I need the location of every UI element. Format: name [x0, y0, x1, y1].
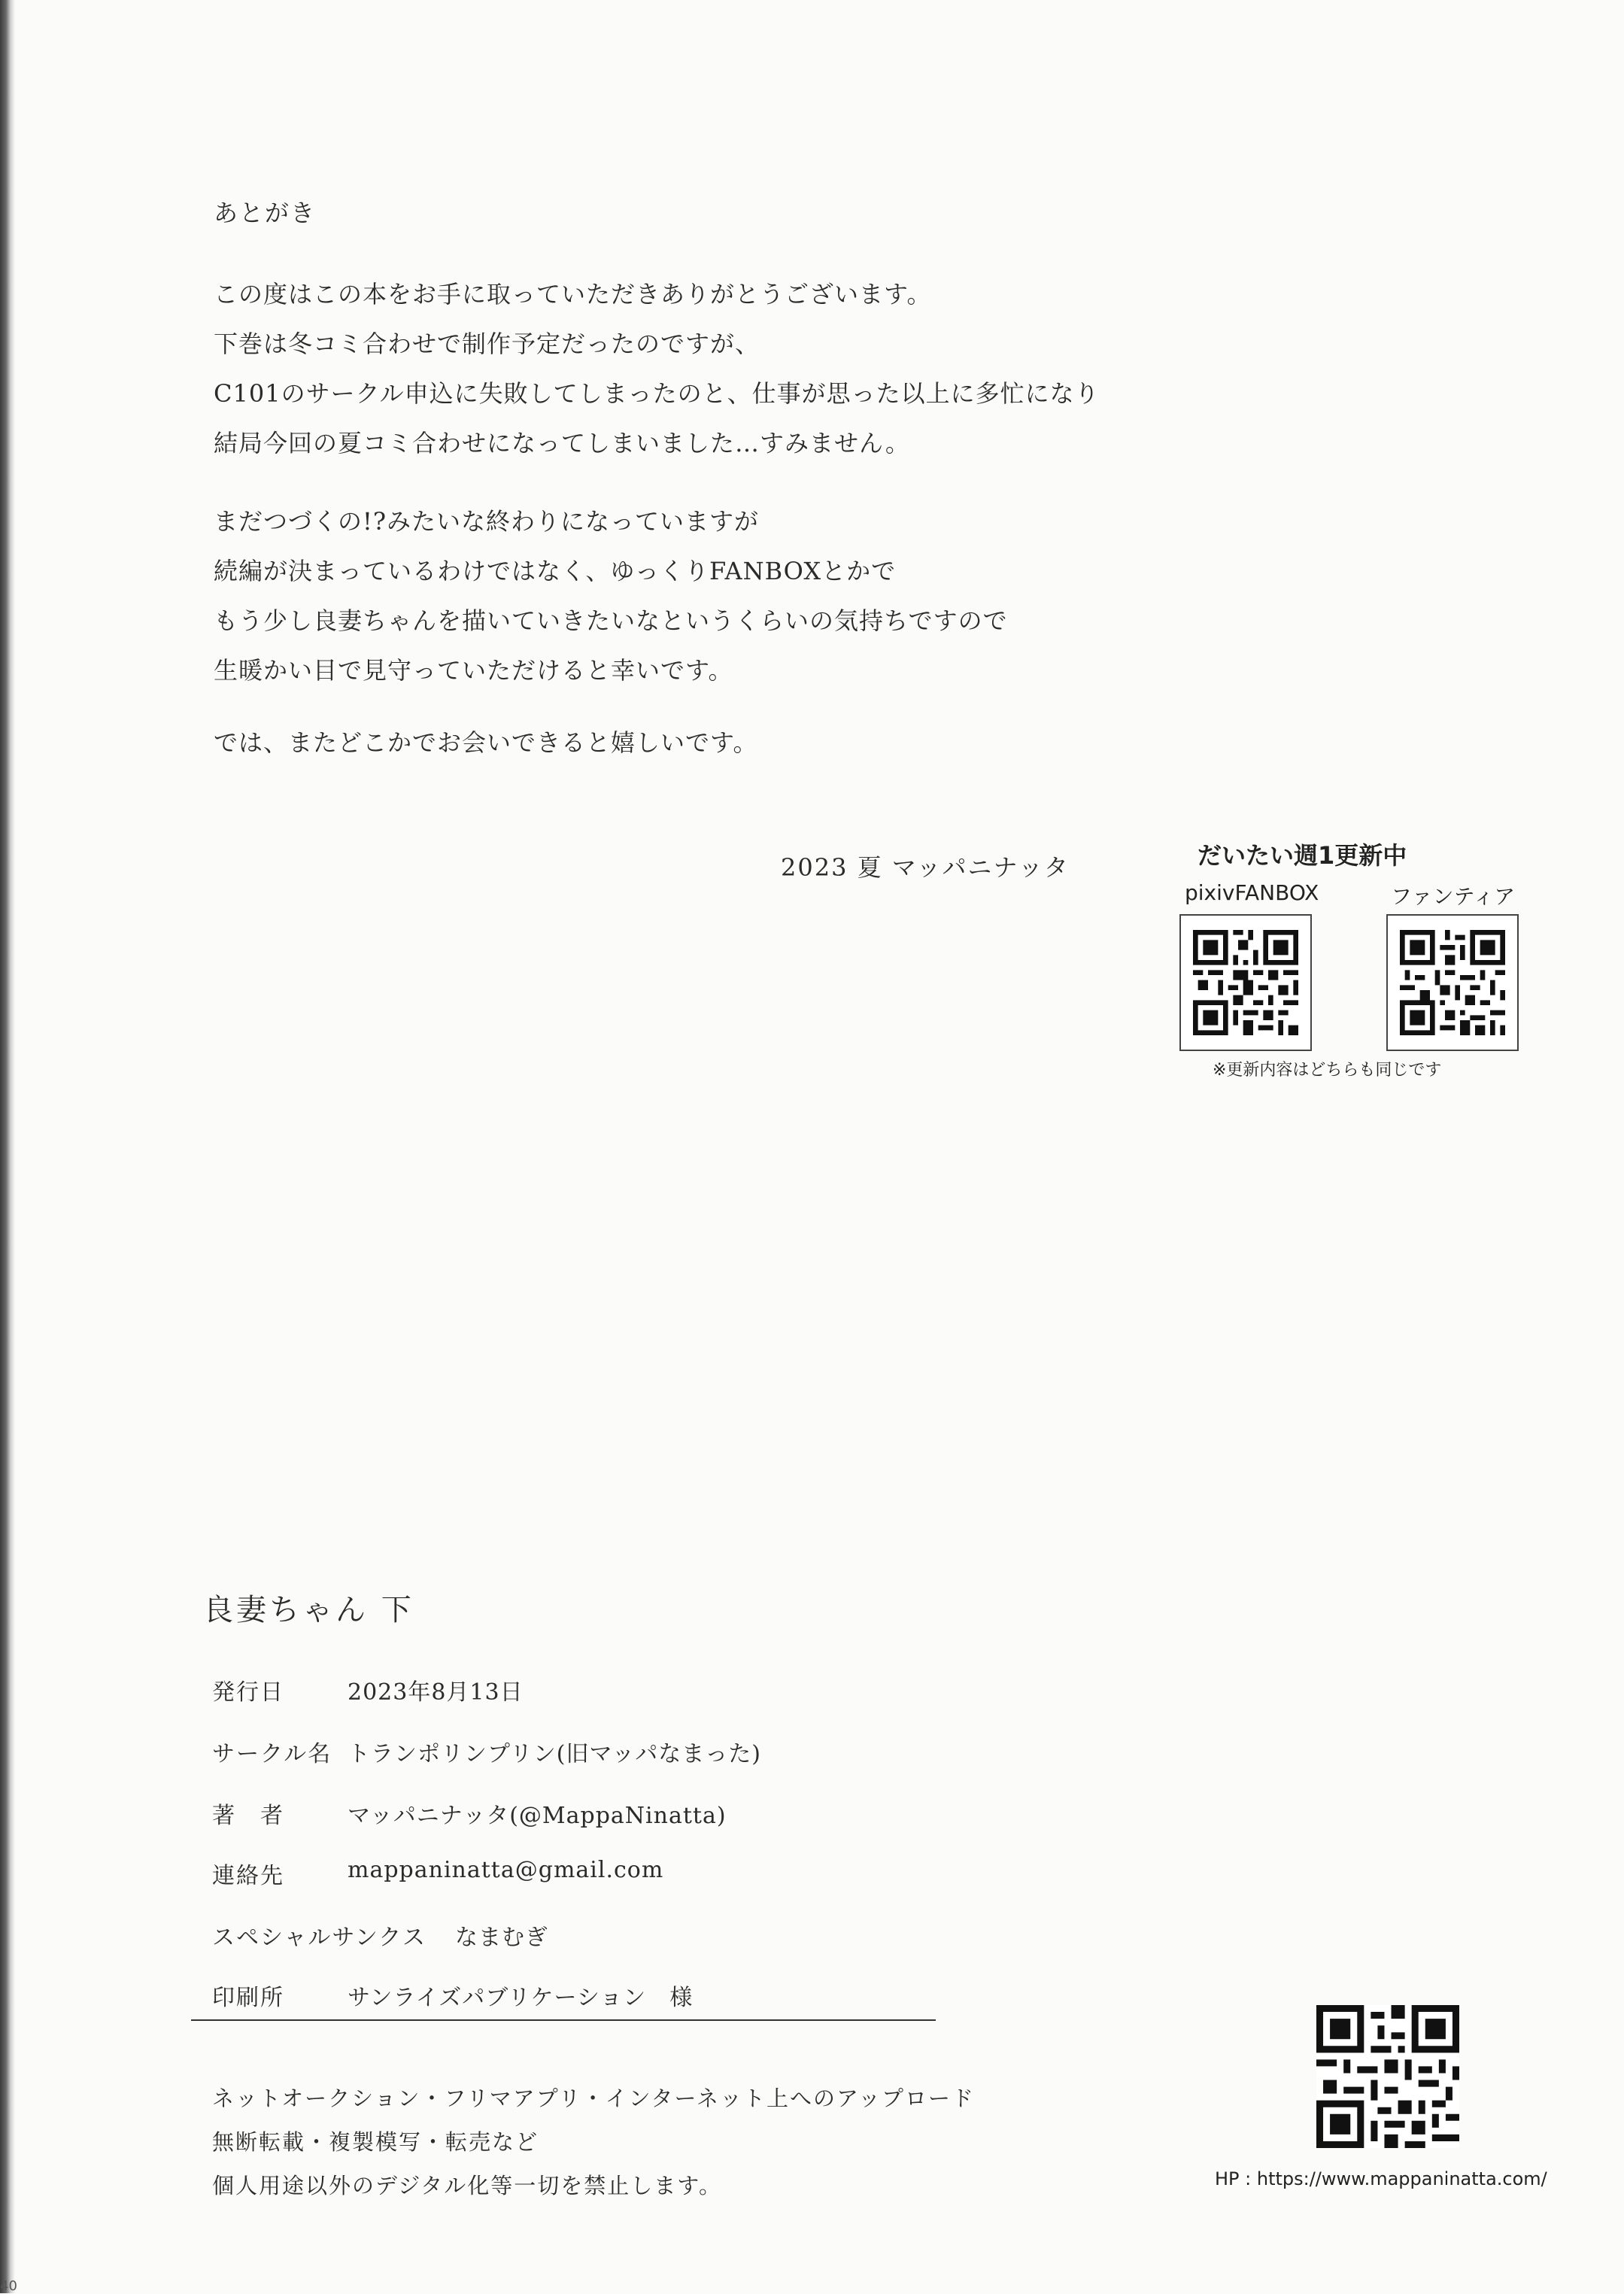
- qr-code-icon: [1316, 2005, 1459, 2148]
- copyright-notice: [212, 2077, 975, 2207]
- value-special-thanks: なまむぎ: [455, 1925, 548, 1951]
- qr-code-fanbox[interactable]: [1179, 914, 1312, 1051]
- notice-line: 個人用途以外のデジタル化等一切を禁止します。: [212, 2173, 722, 2198]
- promo-heading: だいたい週1更新中: [1198, 841, 1407, 870]
- label-special-thanks: スペシャルサンクス: [212, 1925, 426, 1951]
- afterword-paragraph-1: [214, 269, 1100, 468]
- afterword-title: あとがき: [214, 199, 317, 227]
- qr-code-homepage[interactable]: [1316, 2005, 1459, 2148]
- afterword-line: 下巻は冬コミ合わせで制作予定だったのですが、: [214, 330, 760, 358]
- afterword-signature: 2023 夏 マッパニナッタ: [781, 853, 1070, 882]
- label-printer: 印刷所: [212, 1985, 284, 2011]
- afterword-line: もう少し良妻ちゃんを描いていきたいなというくらいの気持ちですので: [214, 606, 1008, 635]
- value-publish-date: 2023年8月13日: [348, 1679, 524, 1706]
- qr-code-icon: [1400, 928, 1505, 1038]
- label-author: 著 者: [212, 1803, 284, 1829]
- label-publish-date: 発行日: [212, 1679, 284, 1706]
- book-title: 良妻ちゃん 下: [203, 1593, 414, 1627]
- page-number: 40: [0, 2278, 17, 2294]
- update-note: ※更新内容はどちらも同じです: [1213, 1061, 1442, 1080]
- afterword-line: この度はこの本をお手に取っていただきありがとうございます。: [214, 280, 932, 308]
- afterword-line: まだつづくの!?みたいな終わりになっていますが: [214, 507, 760, 536]
- label-circle-name: サークル名: [212, 1741, 332, 1767]
- qr-code-fantia[interactable]: [1386, 914, 1519, 1051]
- page-binding-edge: [0, 0, 15, 2293]
- value-printer: サンライズパブリケーション 様: [348, 1985, 694, 2011]
- afterword-line: 結局今回の夏コミ合わせになってしまいました…すみません。: [214, 429, 910, 457]
- homepage-url[interactable]: HP : https://www.mappaninatta.com/: [1215, 2168, 1547, 2189]
- afterword-paragraph-3: [214, 718, 757, 767]
- afterword-line: C101のサークル申込に失敗してしまったのと、仕事が思った以上に多忙になり: [214, 379, 1100, 408]
- afterword-paragraph-2: [214, 497, 1008, 695]
- value-contact-email[interactable]: mappaninatta@gmail.com: [348, 1857, 664, 1883]
- qr-label-fantia: ファンティア: [1391, 884, 1516, 909]
- notice-line: ネットオークション・フリマアプリ・インターネット上へのアップロード: [212, 2086, 976, 2111]
- value-circle-name: トランポリンプリン(旧マッパなまった): [348, 1741, 762, 1767]
- qr-label-fanbox: pixivFANBOX: [1185, 880, 1319, 905]
- colophon-divider: [191, 2019, 936, 2021]
- afterword-line: 続編が決まっているわけではなく、ゆっくりFANBOXとかで: [214, 557, 897, 585]
- qr-code-icon: [1193, 928, 1298, 1038]
- value-author: マッパニナッタ(@MappaNinatta): [348, 1803, 727, 1829]
- afterword-line: では、またどこかでお会いできると嬉しいです。: [214, 728, 758, 757]
- afterword-line: 生暖かい目で見守っていただけると幸いです。: [214, 656, 733, 685]
- label-contact: 連絡先: [212, 1863, 284, 1889]
- notice-line: 無断転載・複製模写・転売など: [212, 2129, 539, 2155]
